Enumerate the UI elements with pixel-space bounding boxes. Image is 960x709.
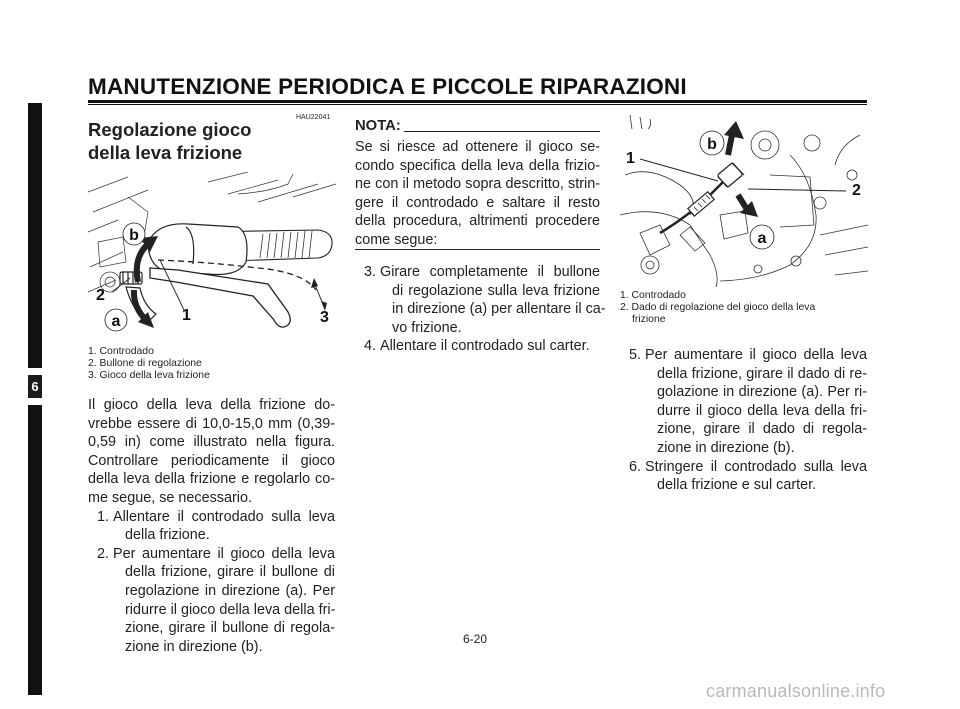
figure1-caption (88, 346, 210, 381)
step-line: della frizione. (125, 527, 210, 544)
intro-line: Controllare periodicamente il gioco (88, 452, 335, 469)
step-line: Girare completamente il bullone (380, 264, 600, 280)
section-code: HAU22041 (296, 114, 331, 121)
fig1-caption-item-1: 1. Controdado (88, 346, 154, 357)
fig1-label-2: 2 (96, 287, 105, 304)
intro-line: Il gioco della leva della frizione do- (88, 397, 335, 413)
step-line: golazione in direzione (a). Per ri- (657, 384, 867, 401)
page-header-title: MANUTENZIONE PERIODICA E PICCOLE RIPARAZIONI (88, 74, 687, 99)
fig1-label-a: a (111, 313, 121, 330)
fig1-caption-item-2: 2. Bullone di regolazione (88, 357, 202, 369)
middle-steps (355, 263, 606, 356)
note-line: gere il controdado e saltare il resto (355, 194, 600, 211)
step-line: regolazione in direzione (a). Per (125, 582, 335, 599)
step-number: 3. (364, 264, 377, 280)
step-3 (355, 263, 606, 337)
step-5 (620, 346, 867, 458)
step-line: Allentare il controdado sulla leva (113, 508, 335, 525)
step-number: 6. (629, 458, 642, 475)
note-body (355, 138, 600, 250)
step-number: 2. (97, 545, 110, 562)
step-line: zione, girare il dado di regola- (657, 421, 867, 438)
note-line: della procedura, altrimenti procedere (355, 213, 600, 230)
fig1-label-b: b (129, 227, 139, 244)
fig2-label-1: 1 (626, 150, 635, 167)
intro-line: me segue, se necessario. (88, 489, 252, 506)
fig2-caption-item-1: 1. Controdado (620, 290, 686, 301)
note-heading-label: NOTA: (355, 118, 401, 134)
intro-line: 0,59 in) come illustrato nella figura. (88, 434, 335, 451)
step-number: 4. (364, 338, 377, 355)
step-line: della frizione, girare il bullone di (125, 564, 335, 581)
fig1-label-3: 3 (320, 309, 329, 326)
note-bottom-rule (355, 249, 600, 250)
intro-paragraph (88, 396, 335, 656)
step-line: Allentare il controdado sul carter. (380, 338, 590, 355)
clutch-lever-illustration (88, 172, 336, 342)
section-title-line2: della leva frizione (88, 142, 243, 163)
crankcase-adjuster-figure (620, 115, 868, 287)
step-line: in direzione (a) per allentare il ca- (392, 301, 606, 318)
step-1 (88, 508, 335, 545)
note-line: ne con il metodo sopra descritto, strin- (355, 176, 600, 193)
section-title (88, 118, 298, 164)
step-line: zione in direzione (b). (125, 638, 263, 655)
chapter-tab-bar-bottom (28, 405, 42, 695)
clutch-lever-figure (88, 172, 336, 342)
fig2-label-2: 2 (852, 182, 861, 199)
step-line: ridurre il gioco della leva della fri- (125, 601, 336, 618)
step-6 (620, 458, 867, 495)
fig2-label-a: a (757, 230, 767, 247)
step-line: Per aumentare il gioco della leva (645, 347, 867, 363)
fig1-caption-item-3: 3. Gioco della leva frizione (88, 369, 210, 381)
fig1-label-1: 1 (182, 307, 191, 324)
step-line: vo frizione. (392, 319, 462, 336)
header-rule-thin (88, 104, 867, 105)
chapter-tab: 6 (28, 375, 42, 398)
step-line: Per aumentare il gioco della leva (113, 545, 335, 562)
fig2-label-b: b (707, 136, 717, 153)
intro-line: della leva della frizione e regolarlo co- (88, 471, 335, 488)
note-top-rule (404, 131, 600, 132)
step-line: zione, girare il bullone di regola- (125, 620, 335, 637)
note-line: condo specifica della leva della frizio- (355, 157, 600, 174)
step-line: Stringere il controdado sulla leva (645, 458, 867, 475)
fig2-caption-item-2-cont: frizione (632, 313, 666, 325)
step-line: di regolazione sulla leva frizione (392, 282, 600, 299)
step-4 (355, 337, 600, 356)
note-line: Se si riesce ad ottenere il gioco se- (355, 139, 600, 155)
step-number: 1. (97, 508, 110, 525)
step-2 (88, 545, 335, 657)
chapter-tab-bar-top (28, 103, 42, 368)
step-number: 5. (629, 347, 642, 363)
header-rule (88, 100, 867, 103)
intro-line: vrebbe essere di 10,0-15,0 mm (0,39- (88, 415, 335, 432)
step-line: durre il gioco della leva della fri- (657, 402, 867, 419)
page-number: 6-20 (463, 632, 488, 646)
section-title-line1: Regolazione gioco (88, 119, 252, 140)
figure2-caption (620, 290, 815, 325)
step-line: della frizione e sul carter. (657, 477, 817, 494)
note-line: come segue: (355, 231, 438, 248)
step-line: della frizione, girare il dado di re- (657, 365, 867, 382)
crankcase-adjuster-illustration (620, 115, 868, 287)
right-steps (620, 346, 867, 495)
watermark[interactable]: carmanualsonline.info (706, 681, 886, 701)
step-line: zione in direzione (b). (657, 439, 795, 456)
fig2-caption-item-2: 2. Dado di regolazione del gioco della leva (620, 301, 816, 313)
